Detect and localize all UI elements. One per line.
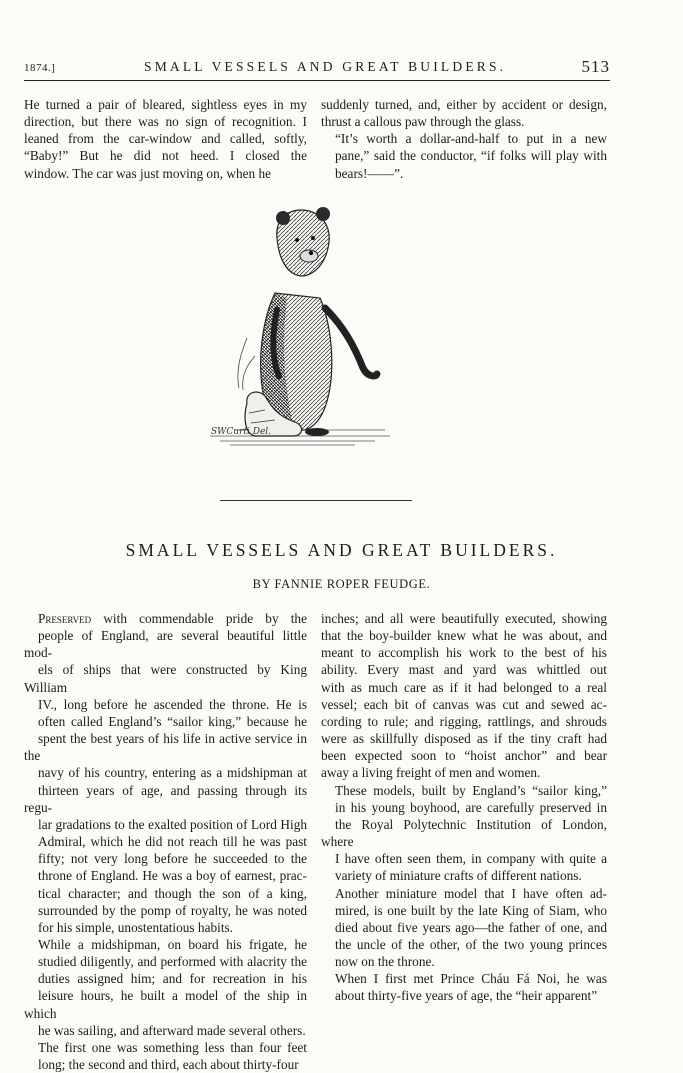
text-line: died about five years ago—the father of one, and xyxy=(335,919,607,935)
text-line: away a living freight of men and women. xyxy=(321,765,541,781)
text-line: These models, built by England’s “sailor king,” xyxy=(335,782,607,798)
text-line: that the boy-builder knew what he was about, and xyxy=(321,628,607,644)
text-line: lar gradations to the exalted position of Lord High xyxy=(38,816,307,832)
text-line: He turned a pair of bleared, sightless eyes in my xyxy=(24,97,307,112)
text-line: studied diligently, and performed with alacrity the xyxy=(38,954,307,970)
paragraph xyxy=(321,130,607,181)
text-line: been expected soon to “hoist anchor” and bear xyxy=(321,748,607,764)
text-line: thirteen years of age, and passing through its regu- xyxy=(24,782,307,815)
text-line: Preserved with commendable pride by the xyxy=(38,611,307,626)
text-line: the uncle of the other, of the two young princes xyxy=(335,936,607,952)
text-line: “It’s worth a dollar-and-half to put in a new xyxy=(335,131,607,147)
text-line: Another miniature model that I have often ad- xyxy=(335,885,607,901)
text-line: While a midshipman, on board his frigate, he xyxy=(38,936,307,952)
bear-snout xyxy=(300,250,318,262)
text-line: now on the throne. xyxy=(335,954,435,970)
bear-illustration xyxy=(205,198,395,448)
section-divider xyxy=(220,500,412,501)
bear-ear-left xyxy=(276,211,290,225)
running-head-title: SMALL VESSELS AND GREAT BUILDERS. xyxy=(144,59,507,74)
text-line: about thirty-five years of age, the “heir apparent” xyxy=(335,988,598,1004)
text-line: The first one was something less than four feet xyxy=(38,1039,307,1055)
running-head-year: 1874.] xyxy=(24,62,56,74)
text-line: meant to accomplish his work to the best of his xyxy=(321,645,607,661)
text-line: surrounded by the pomp of royalty, he was noted xyxy=(38,902,307,918)
running-head xyxy=(24,58,610,81)
text-line: duties assigned him; and for recreation in his xyxy=(38,971,307,987)
bear-foot xyxy=(305,428,329,436)
text-line: long; the second and third, each about thirty-four xyxy=(38,1057,299,1073)
text-line: bears!——”. xyxy=(335,165,404,181)
text-line: fifty; not very long before he succeeded to the xyxy=(38,851,307,867)
text-line: for his simple, unostentatious habits. xyxy=(38,919,234,935)
article-title: SMALL VESSELS AND GREAT BUILDERS. xyxy=(125,540,558,560)
text-line: he was sailing, and afterward made several others. xyxy=(38,1022,306,1038)
column-top-left xyxy=(24,96,307,182)
text-line: IV., long before he ascended the throne. He is xyxy=(38,696,307,712)
text-line: When I first met Prince Cháu Fá Noi, he was xyxy=(335,971,607,987)
paragraph xyxy=(24,936,307,1039)
text-line: variety of miniature crafts of different nations. xyxy=(335,868,582,884)
text-line: leisure hours, he built a model of the ship in which xyxy=(24,988,307,1021)
paragraph xyxy=(321,96,607,130)
paragraph xyxy=(321,782,607,885)
paragraph xyxy=(321,610,607,782)
paragraph xyxy=(24,96,307,182)
column-right xyxy=(321,610,607,1005)
text-line: thrust a callous paw through the glass. xyxy=(321,114,525,130)
text-line: people of England, are several beautiful little mod- xyxy=(24,628,307,661)
paragraph xyxy=(321,885,607,971)
text-line: the Royal Polytechnic Institution of London, where xyxy=(321,816,607,850)
artist-signature: SWCurti Del. xyxy=(211,427,272,437)
text-line: with as much care as if it had belonged to a real xyxy=(321,679,607,695)
paragraph xyxy=(24,1039,307,1073)
text-line: cording to rule; and rigging, rattlings, and shrouds xyxy=(321,713,607,729)
byline: BY FANNIE ROPER FEUDGE. xyxy=(252,577,431,591)
text-line: in his young boyhood, are carefully preserved in xyxy=(335,799,607,815)
text-line: mired, is one built by the late King of Siam, who xyxy=(335,902,607,918)
text-line: inches; and all were beautifully executed, showing xyxy=(321,611,607,626)
text-line: pane,” said the conductor, “if folks will play with xyxy=(335,148,607,164)
text-line: leaned from the car-window and called, softly, xyxy=(24,131,307,147)
text-line: vessel; each bit of canvas was cut and sewed ac- xyxy=(321,696,607,712)
text-line: were as skillfully disposed as if the tiny craft had xyxy=(321,731,607,747)
page-number: 513 xyxy=(581,57,610,76)
text-line: window. The car was just moving on, when he xyxy=(24,165,272,181)
text-line: Admiral, which he did not reach till he was past xyxy=(38,834,307,850)
grass-tuft xyxy=(238,338,255,390)
text-line: often called England’s “sailor king,” because he xyxy=(38,713,307,729)
paragraph xyxy=(321,970,607,1004)
bear-arm-right xyxy=(325,308,377,376)
column-top-right xyxy=(321,96,607,182)
text-line: direction, but there was no sign of recognition. I xyxy=(24,114,307,130)
paragraph xyxy=(24,610,307,936)
bear-eye xyxy=(311,236,315,240)
text-line: navy of his country, entering as a midshipman at xyxy=(38,765,307,781)
text-line: els of ships that were constructed by King William xyxy=(24,662,307,695)
text-line: throne of England. He was a boy of earnest, prac- xyxy=(38,868,307,884)
bear-nose xyxy=(309,251,313,255)
text-line: suddenly turned, and, either by accident or design, xyxy=(321,97,607,112)
text-line: spent the best years of his life in active service in the xyxy=(24,731,307,764)
text-line: ability. Every mast and yard was whittled out xyxy=(321,662,607,678)
text-line: I have often seen them, in company with quite a xyxy=(335,851,607,867)
text-line: tical character; and though the son of a king, xyxy=(38,885,307,901)
bear-ear-right xyxy=(316,207,330,221)
column-left xyxy=(24,610,307,1073)
bear-eye xyxy=(295,238,299,242)
text-line: “Baby!” But he did not heed. I closed the xyxy=(24,148,307,164)
